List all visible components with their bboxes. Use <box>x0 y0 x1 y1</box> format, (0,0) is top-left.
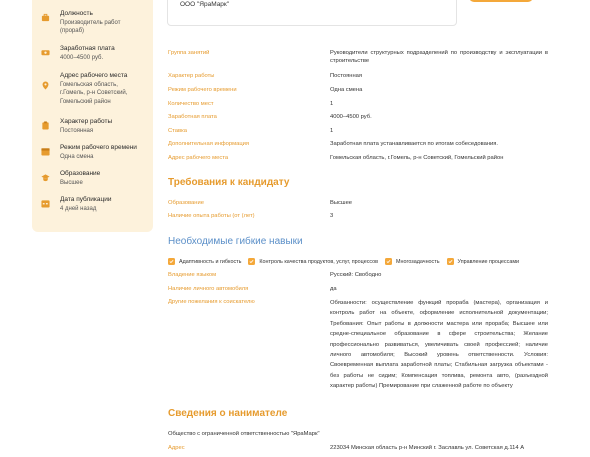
sidebar-item-value: Постоянная <box>60 127 94 134</box>
skill-item <box>168 258 241 265</box>
sidebar-item-value: 4000–4500 руб. <box>60 54 104 61</box>
employer-name: Общество с ограниченной ответственностью "ЯраМарк" <box>168 431 320 437</box>
requirement-value: 3 <box>330 213 334 219</box>
skill-detail-value: да <box>330 286 337 292</box>
employer-card-name: ООО "ЯраМарк" <box>180 1 230 8</box>
location-pin-icon <box>40 80 50 90</box>
employer-card <box>167 0 457 26</box>
checkbox-checked-icon <box>248 258 255 265</box>
calendar-icon <box>40 146 50 156</box>
sidebar-item-address <box>40 72 132 106</box>
detail-value: Гомельская область, г.Гомель, р-н Советский, Гомельский район <box>330 155 504 161</box>
checkbox-checked-icon <box>168 258 175 265</box>
checkbox-checked-icon <box>447 258 454 265</box>
skill-detail-label: Наличие личного автомобиля <box>168 286 249 292</box>
skill-label: Управление процессами <box>457 258 520 265</box>
calendar-clock-icon <box>40 198 50 208</box>
detail-value: 1 <box>330 101 334 107</box>
sidebar-header <box>40 0 145 4</box>
detail-label: Ставка <box>168 128 187 134</box>
detail-label: Характер работы <box>168 73 215 79</box>
sidebar-item-salary <box>40 45 115 62</box>
detail-value: 4000–4500 руб. <box>330 114 372 120</box>
sidebar-item-position <box>40 10 130 36</box>
sidebar-item-value: 4 дней назад <box>60 205 97 212</box>
sidebar-item-title: Заработная плата <box>60 45 115 52</box>
skill-item <box>447 258 520 265</box>
checkbox-checked-icon <box>385 258 392 265</box>
sidebar-item-education <box>40 170 100 187</box>
detail-label: Группа занятий <box>168 50 210 56</box>
detail-value: Одна смена <box>330 87 363 93</box>
employer-address-value: 223034 Минская область р-н Минский г. Заславль ул. Советская д.114 А <box>330 445 525 451</box>
employer-address-label: Адрес <box>168 445 185 451</box>
skill-label: Контроль качества продуктов, услуг, процессов <box>259 258 379 265</box>
sidebar-item-title: Дата публикации <box>60 196 112 203</box>
requirement-label: Образование <box>168 200 204 206</box>
respond-button[interactable] <box>469 0 533 2</box>
skill-label: Адаптивность и гибкость <box>179 258 242 265</box>
detail-value: Постоянная <box>330 73 363 79</box>
requirement-value: Высшее <box>330 200 353 206</box>
requirement-label: Наличие опыта работы (от (лет) <box>168 213 255 219</box>
sidebar-item-value: Высшее <box>60 179 83 186</box>
sidebar-item-work-type <box>40 118 112 135</box>
skill-detail-value: Обязанности: осуществление функций прораба (мастера), организация и контроль работ на объекте, оформление исполнительной документации; Требования: Опыт работы в должности мастера или прораба; Высшее или средне-специальное образование в сфере строительства; Желание профессионально развиваться, увеличивать своей профессией; наличие личного автомобиля; Высокий уровень ответственности. Условия: Своевременная выплата заработной платы; Стабильная загрузка объектами - без работы не сидим; Компенсация топлива, ремонта авто, (разъездной характер работы) Премирование при слаженной работе по объекту <box>330 300 548 390</box>
skill-detail-value: Русский: Свободно <box>330 272 382 278</box>
sidebar-item-value: Одна смена <box>60 153 94 160</box>
detail-label: Количество мест <box>168 101 214 107</box>
money-icon <box>40 47 50 57</box>
sidebar-item-title: Характер работы <box>60 118 113 125</box>
graduation-cap-icon <box>40 172 50 182</box>
detail-label: Дополнительная информация <box>168 141 250 147</box>
clipboard-icon <box>40 120 50 130</box>
skill-detail-label: Владение языком <box>168 272 217 278</box>
briefcase-icon <box>40 12 50 22</box>
detail-label: Адрес рабочего места <box>168 155 229 161</box>
detail-value: Заработная плата устанавливается по итогам собеседования. <box>330 141 499 147</box>
sidebar-item-title: Должность <box>60 10 93 17</box>
sidebar-item-title: Режим рабочего времени <box>60 144 137 151</box>
detail-value: Руководители структурных подразделений по производству и эксплуатации в строительстве <box>330 50 548 65</box>
skill-label: Многозадачность <box>396 258 440 265</box>
requirements-heading: Требования к кандидату <box>168 177 290 188</box>
skill-item <box>385 258 440 265</box>
sidebar-item-title: Образование <box>60 170 101 177</box>
soft-skills-heading: Необходимые гибкие навыки <box>168 236 303 247</box>
skills-list <box>168 258 526 265</box>
detail-label: Режим рабочего времени <box>168 87 237 93</box>
skill-detail-label: Другие пожелания к соискателю <box>168 299 255 305</box>
sidebar-item-published <box>40 196 111 213</box>
employer-heading: Сведения о нанимателе <box>168 408 288 419</box>
sidebar-item-value: Гомельская область, г.Гомель, р-н Советский, Гомельский район <box>60 81 128 105</box>
vacancy-info-sidebar <box>32 0 153 232</box>
detail-value: 1 <box>330 128 334 134</box>
sidebar-item-title: Адрес рабочего места <box>60 72 128 79</box>
sidebar-item-schedule <box>40 144 137 161</box>
sidebar-item-value: Производитель работ (прораб) <box>60 19 121 35</box>
skill-item <box>248 258 378 265</box>
detail-label: Заработная плата <box>168 114 217 120</box>
